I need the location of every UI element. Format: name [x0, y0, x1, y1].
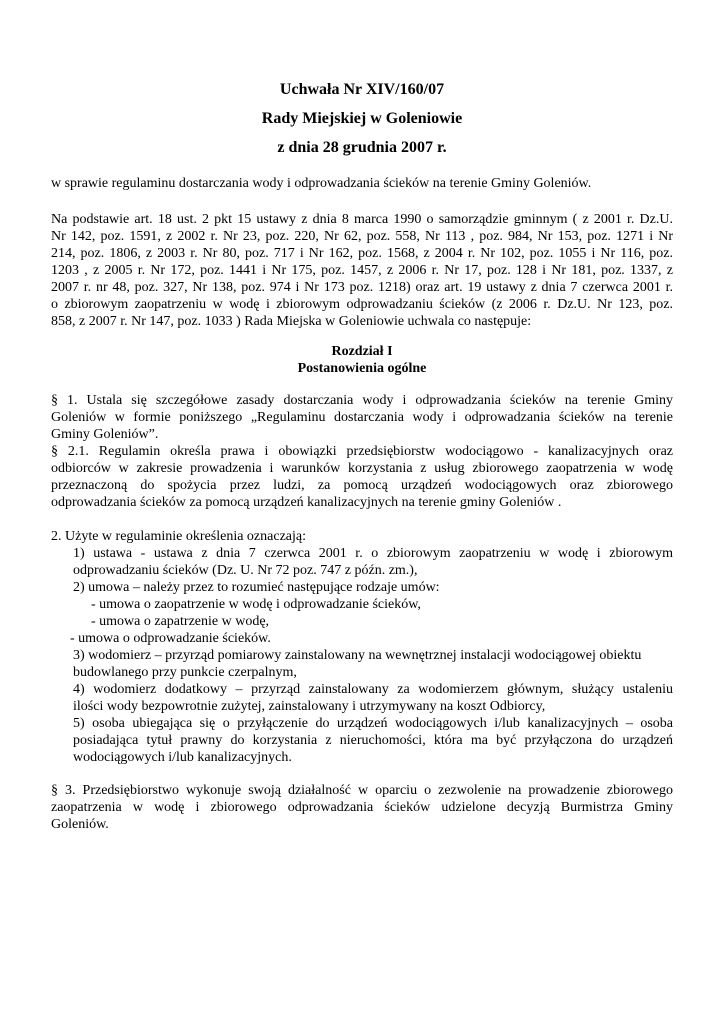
- paragraph-line: odbiorców w zakresie prowadzenia i warunków korzystania z usług zbiorowego zaopatrzenia w wodę: [51, 461, 673, 476]
- paragraph-line: odprowadzania ścieków za pomocą urządzeń kanalizacyjnych na terenie gminy Goleniów .: [51, 495, 562, 510]
- resolution-number: Uchwała Nr XIV/160/07: [279, 81, 445, 98]
- definition-line: - umowa o zaopatrzenie w wodę i odprowadzanie ścieków,: [91, 597, 421, 612]
- definition-line: - umowa o odprowadzanie ścieków.: [70, 631, 271, 646]
- definition-2b: [91, 613, 673, 630]
- definition-line: 4) wodomierz dodatkowy – przyrząd zainstalowany za wodomierzem głównym, służący ustaleniu: [73, 682, 673, 697]
- preamble-line: o zbiorowym zaopatrzeniu w wodę i zbiorowym odprowadzaniu ścieków (z 2006 r. Dz.U. Nr 123, poz.: [51, 297, 673, 312]
- paragraph-2-intro: [51, 528, 673, 545]
- paragraph-line: zaopatrzenia w wodę i zbiorowego odprowadzania ścieków udzielone decyzją Burmistrza Gminy: [51, 800, 673, 815]
- definition-2c: [70, 630, 673, 647]
- preamble-line: Na podstawie art. 18 ust. 2 pkt 15 ustawy z dnia 8 marca 1990 o samorządzie gminnym ( z 2001 r. Dz.U.: [51, 212, 673, 227]
- preamble-line: 214, poz. 1806, z 2003 r. Nr 80, poz. 717 i Nr 162, poz. 1568, z 2004 r. Nr 102, poz. 1055 i Nr 116, poz.: [51, 246, 673, 261]
- paragraph-line: § 3. Przedsiębiorstwo wykonuje swoją działalność w oparciu o zezwolenie na prowadzenie zbiorowego: [51, 783, 673, 798]
- paragraph-line: 2. Użyte w regulaminie określenia oznaczają:: [51, 529, 306, 544]
- chapter-title: Rozdział I: [331, 344, 393, 359]
- definition-line: 5) osoba ubiegająca się o przyłączenie do urządzeń wodociągowych i/lub kanalizacyjnych – osoba: [73, 716, 673, 731]
- chapter-subtitle: Postanowienia ogólne: [297, 361, 427, 376]
- council-name: Rady Miejskiej w Goleniowie: [261, 110, 463, 127]
- definition-5: [73, 715, 673, 766]
- definition-2a: [91, 596, 673, 613]
- subject-text: w sprawie regulaminu dostarczania wody i odprowadzania ścieków na terenie Gminy Goleniów.: [51, 176, 592, 191]
- definition-line: - umowa o zapatrzenie w wodę,: [91, 614, 270, 629]
- paragraph-1: [51, 392, 673, 443]
- preamble: [51, 211, 673, 330]
- paragraph-line: § 2.1. Regulamin określa prawa i obowiązki przedsiębiorstw wodociągowo - kanalizacyjnych oraz: [51, 444, 673, 459]
- paragraph-line: Goleniów w formie poniższego „Regulaminu dostarczania wody i odprowadzania ścieków na terenie: [51, 410, 673, 425]
- paragraph-line: Gminy Goleniów”.: [51, 427, 159, 442]
- resolution-date: z dnia 28 grudnia 2007 r.: [277, 139, 447, 156]
- paragraph-line: Goleniów.: [51, 817, 109, 832]
- preamble-line: Nr 142, poz. 1591, z 2002 r. Nr 23, poz. 220, Nr 62, poz. 558, Nr 113 , poz. 984, Nr 153, poz. 1271 i Nr: [51, 229, 673, 244]
- definition-2: [73, 579, 673, 596]
- preamble-line: 2007 r. nr 48, poz. 327, Nr 138, poz. 974 i Nr 173 poz. 1218) oraz art. 19 ustawy z dnia 7 czerwca 2001 r.: [51, 280, 673, 295]
- definition-line: odprowadzaniu ścieków (Dz. U. Nr 72 poz. 747 z późn. zm.),: [73, 563, 418, 578]
- paragraph-line: przeznaczoną do spożycia przez ludzi, za pomocą urządzeń wodociągowych oraz zbiorowego: [51, 478, 673, 493]
- definition-line: 2) umowa – należy przez to rozumieć następujące rodzaje umów:: [73, 580, 440, 595]
- subject-line: [51, 175, 673, 192]
- definition-line: 1) ustawa - ustawa z dnia 7 czerwca 2001 r. o zbiorowym zaopatrzeniu w wodę i zbiorowym: [73, 546, 673, 561]
- definition-line: 3) wodomierz – przyrząd pomiarowy zainstalowany na wewnętrznej instalacji wodociągowej obiektu: [73, 648, 642, 663]
- definition-line: posiadająca tytuł prawny do korzystania z nieruchomości, która ma być przyłączona do urządzeń: [73, 733, 673, 748]
- definition-4: [73, 681, 673, 715]
- definition-line: ilości wody bezpowrotnie zużytej, zainstalowany i utrzymywany na koszt Odbiorcy,: [73, 699, 546, 714]
- definition-line: wodociągowych i/lub kanalizacyjnych.: [73, 750, 292, 765]
- paragraph-2-1: [51, 443, 673, 511]
- preamble-line: 1203 , z 2005 r. Nr 172, poz. 1441 i Nr 175, poz. 1457, z 2006 r. Nr 17, poz. 128 i Nr 181, poz. 1337, z: [51, 263, 673, 278]
- definition-1: [73, 545, 673, 579]
- definition-line: budowlanego przy punkcie czerpalnym,: [73, 665, 297, 680]
- preamble-line: 858, z 2007 r. Nr 147, poz. 1033 ) Rada Miejska w Goleniowie uchwala co następuje:: [51, 314, 532, 329]
- definition-3: [73, 647, 673, 681]
- paragraph-3: [51, 782, 673, 833]
- paragraph-line: § 1. Ustala się szczegółowe zasady dostarczania wody i odprowadzania ścieków na terenie Gminy: [51, 393, 673, 408]
